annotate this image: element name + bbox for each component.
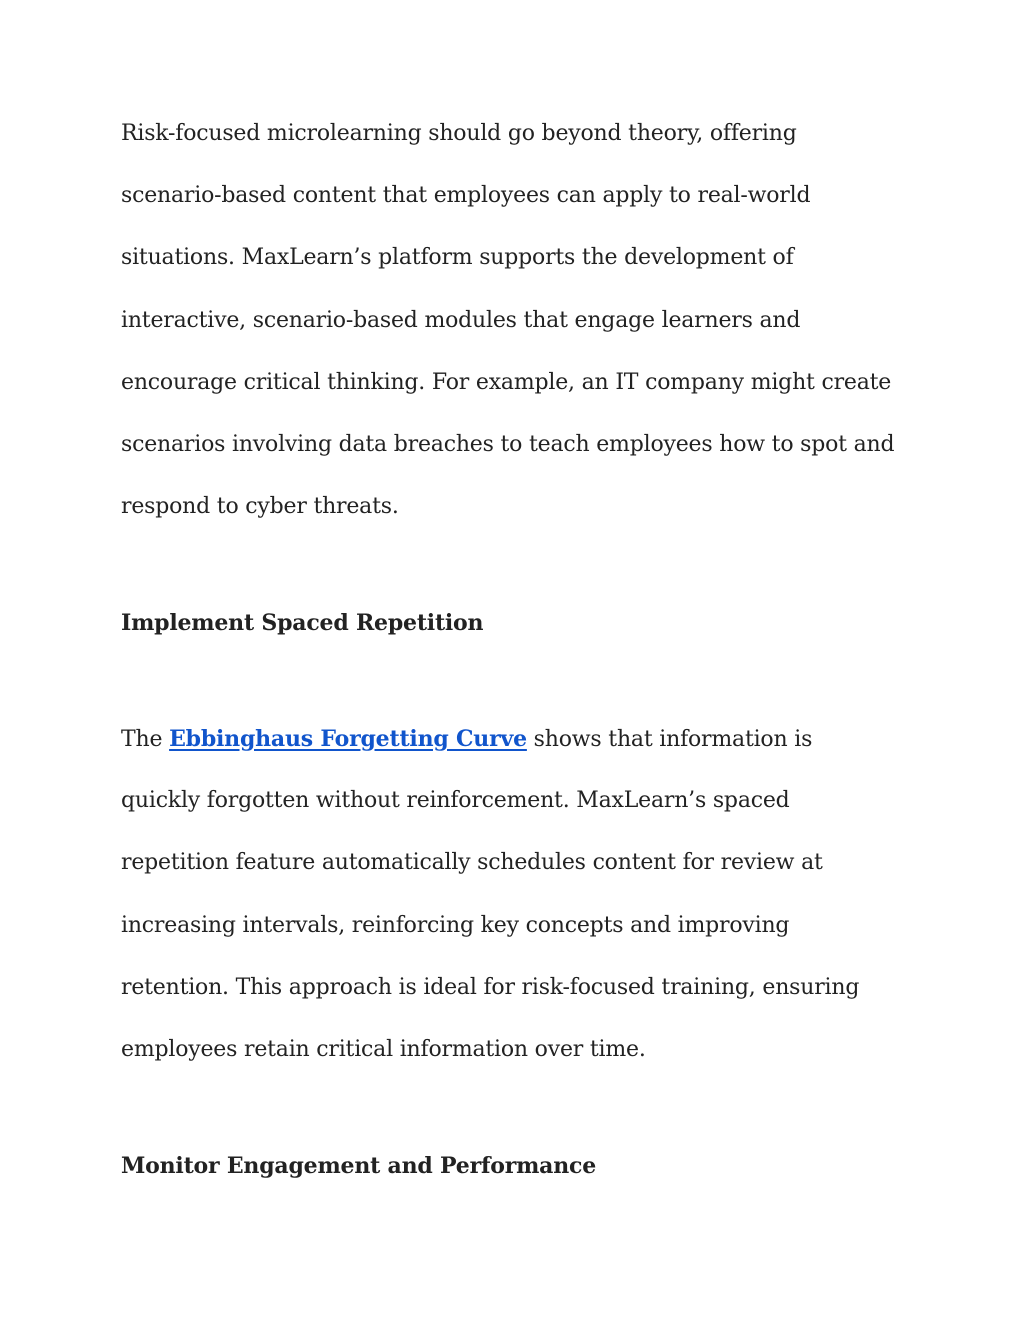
paragraph-2-text-before-link: The: [121, 727, 170, 752]
paragraph-1-line-6: scenarios involving data breaches to teach employees how to spot and: [121, 432, 895, 457]
paragraph-1-line-1: Risk-focused microlearning should go beyond theory, offering: [121, 121, 797, 146]
paragraph-1-line-5: encourage critical thinking. For example, an IT company might create: [121, 370, 892, 395]
paragraph-1-line-4: interactive, scenario-based modules that engage learners and: [121, 308, 801, 333]
paragraph-1-line-3: situations. MaxLearn’s platform supports the development of: [121, 245, 794, 270]
paragraph-2-line-2: quickly forgotten without reinforcement. MaxLearn’s spaced: [121, 788, 790, 813]
ebbinghaus-forgetting-curve-link[interactable]: Ebbinghaus Forgetting Curve: [169, 726, 527, 752]
paragraph-2-line-5: retention. This approach is ideal for risk-focused training, ensuring: [121, 975, 860, 1000]
paragraph-2-line-1: [121, 724, 812, 755]
paragraph-2-line-4: increasing intervals, reinforcing key concepts and improving: [121, 913, 790, 938]
paragraph-2-text-after-link: shows that information is: [526, 727, 813, 752]
section-heading-spaced-repetition: Implement Spaced Repetition: [121, 610, 484, 636]
paragraph-1-line-2: scenario-based content that employees can apply to real-world: [121, 183, 811, 208]
paragraph-1-line-7: respond to cyber threats.: [121, 494, 399, 519]
paragraph-2-line-3: repetition feature automatically schedules content for review at: [121, 850, 823, 875]
paragraph-2-line-6: employees retain critical information over time.: [121, 1037, 646, 1062]
section-heading-monitor-engagement: Monitor Engagement and Performance: [121, 1153, 597, 1179]
